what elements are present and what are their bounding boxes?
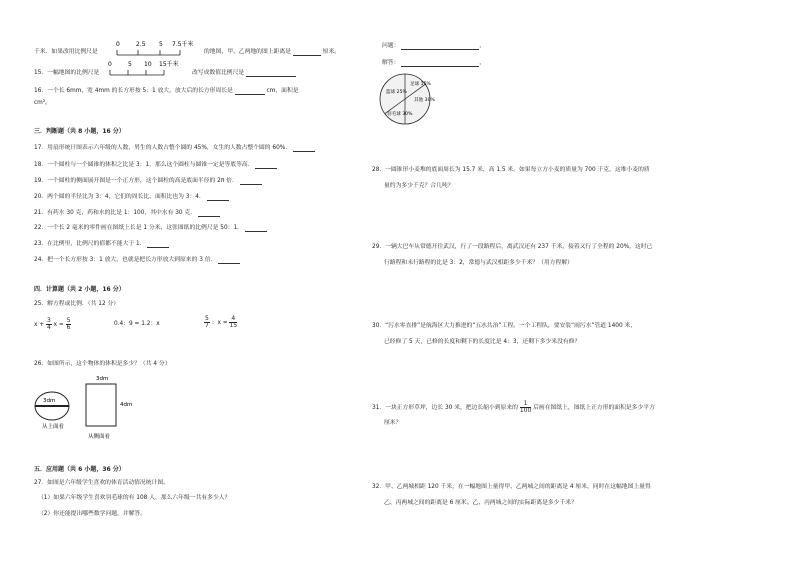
answer-blank[interactable] [218,257,240,264]
section-4-heading: 四．计算题（共 2 小题，16 分） [34,286,125,293]
answer-blank[interactable] [235,88,265,95]
q27-part-1: （1）如果六年级学生喜欢羽毛球的有 108 人，那么六年级一共有多少人？ [38,495,231,501]
answer-blank[interactable] [401,60,479,67]
q29-line-2: 行路程和未行路程的比是 3：2，常德与武汉相距多少千米？（用方程解） [384,260,573,266]
q29-line-1: 29．一辆大巴车从常德开往武汉，行了一段路程后，离武汉还有 237 千米，接着又行了全程的 20%，这时已 [372,244,653,250]
q15-tail: 改写成数值比例尺是 [192,70,296,77]
q27-question: 27．如图是六年级学生喜欢的体育活动情况统计图。 [34,480,169,486]
answer-blank[interactable] [147,241,169,248]
q16-question: 16．一个长 6mm，宽 4mm 的长方形按 5：1 放大，放大后的长方形周长是 cm，面积是 [34,88,299,94]
q30-line-2: 已经修了 5 天，已修的长度和剩下的长度比是 4：3，还剩下多少米没有修？ [384,339,581,345]
answer-blank[interactable] [245,225,267,232]
q32-line-2: 乙、丙两城之间的距离是 6 厘米。乙、丙两城之间的实际距离是多少千米？ [384,500,577,506]
answer-prompt: 解答： ， [382,60,486,66]
equation-1: x + $\frac{3}{4}$ x = $\frac{5}{6}$ [34,317,71,331]
q30-line-1: 30．“污水零直排”是航海区大力推进的“五水共治”工程。一个工程队，要安装“雨污水”管道 1400 米， [372,323,637,329]
q26-figure [30,372,140,444]
q31-line-1: 31．一块正方形草坪，边长 30 米，把边长缩小到原来的 $\frac{1}{100}$ 后画在图纸上，图纸上正方形的面积是多少平方 [372,400,655,414]
q28-line-2: 量约为多少千克？合几吨？ [384,183,454,189]
q26-question: 26．如图所示，这个物体的体积是多少？（共 4 分） [34,361,171,367]
answer-blank[interactable] [293,49,321,56]
q14-line: 千米．如果改用比例尺是 [34,49,98,55]
q15-question: 15．一幅地图的比例尺是 [34,70,100,76]
q15-scale-tick-1: 5 [128,61,132,68]
figure-caption-top: 从上面看 [42,424,65,430]
pie-label-other: 其他 30% [414,98,435,103]
q24-question: 24．把一个长方形按 3：1 放大，也就是把长方形放大到原来的 3 倍． [34,257,240,264]
q14-scale-bar [114,38,196,58]
q15-scale-tick-2: 10 [144,61,152,68]
q17-question: 17．用扇形统计图表示六年级的人数，男生的人数占整个圆的 45%，女生的人数占整个圆的 60%． [34,145,315,152]
q19-question: 19．一个圆柱的侧面展开图是一个正方形，这个圆柱的高是底面半径的 2π 倍． [34,178,262,185]
q14-scale-tick-3: 7.5千米 [172,41,194,48]
q16-unit: cm²。 [34,100,51,106]
q23-question: 23．在比例里，比例尺的值都不能大于 1． [34,241,169,248]
fraction: $\frac{4}{15}$ [229,315,238,329]
section-5-heading: 五．应用题（共 6 小题，36 分） [34,466,125,473]
q14-scale-tick-2: 5 [159,41,163,48]
answer-blank[interactable] [255,162,277,169]
pie-label-badminton: 羽毛球 30% [387,112,413,117]
q18-question: 18．一个圆柱与一个圆锥的体积之比是 3：1，那么这个圆柱与圆锥一定是等底等高． [34,162,277,169]
figure-label-top-width: 3dm [96,376,109,382]
q14-tail: 的地图，甲、乙两地的图上距离是 厘米。 [204,49,341,55]
fraction: $\frac{1}{100}$ [519,400,532,414]
answer-blank[interactable] [240,178,262,185]
figure-label-circle-diameter: 3dm [43,398,56,404]
q15-scale-tick-0: 0 [108,61,112,68]
figure-caption-side: 从侧面看 [88,434,111,440]
answer-blank[interactable] [198,210,220,217]
answer-blank[interactable] [293,145,315,152]
answer-blank[interactable] [207,194,229,201]
q20-question: 20．两个圆的半径比为 3：4，它们的周长比、面积比也为 3：4． [34,194,229,201]
question-blank[interactable] [401,43,479,50]
q14-scale-tick-0: 0 [116,41,120,48]
figure-label-height: 4dm [120,402,133,408]
q22-question: 22．一个长 2 毫米的零件画在图纸上长是 1 分米，这张图纸的比例尺是 50：1． [34,225,267,232]
q15-scale-bar [106,58,186,78]
section-3-heading: 三．判断题（共 8 小题，16 分） [34,128,125,135]
q14-scale-tick-1: 2.5 [136,41,146,48]
q28-line-1: 28．一圆锥形小麦堆的底面周长为 15.7 米，高 1.5 米。如果每立方小麦的质量为 700 千克，这堆小麦的质 [372,167,650,173]
answer-blank[interactable] [246,70,296,77]
question-prompt: 问题： ， [382,43,486,49]
q21-question: 21．有药水 30 克，药和水的比是 1：100，其中水有 30 克． [34,210,220,217]
fraction: $\frac{5}{6}$ [66,317,71,331]
pie-label-football: 足球 15% [410,82,431,87]
sports-pie-chart [376,73,438,127]
fraction: $\frac{3}{4}$ [46,317,51,331]
q15-scale-tick-3: 15千米 [159,61,179,68]
equation-2: 0.4：9 = 1.2：x [114,321,160,327]
equation-3: $\frac{5}{7}$ ：x = $\frac{4}{15}$ [205,315,238,329]
q31-line-2: 厘米？ [384,420,402,426]
q25-question: 25．解方程或比例．（共 12 分） [34,301,120,307]
fraction: $\frac{5}{7}$ [205,315,209,329]
q27-part-2: （2）你还能提出哪些数学问题，并解答。 [38,511,147,517]
pie-label-basketball: 篮球 25% [386,90,407,95]
q32-line-1: 32．甲、乙两城相距 120 千米，在一幅地图上量得甲、乙两城之间的距离是 4 厘米，同时在这幅地图上量得 [372,484,651,490]
